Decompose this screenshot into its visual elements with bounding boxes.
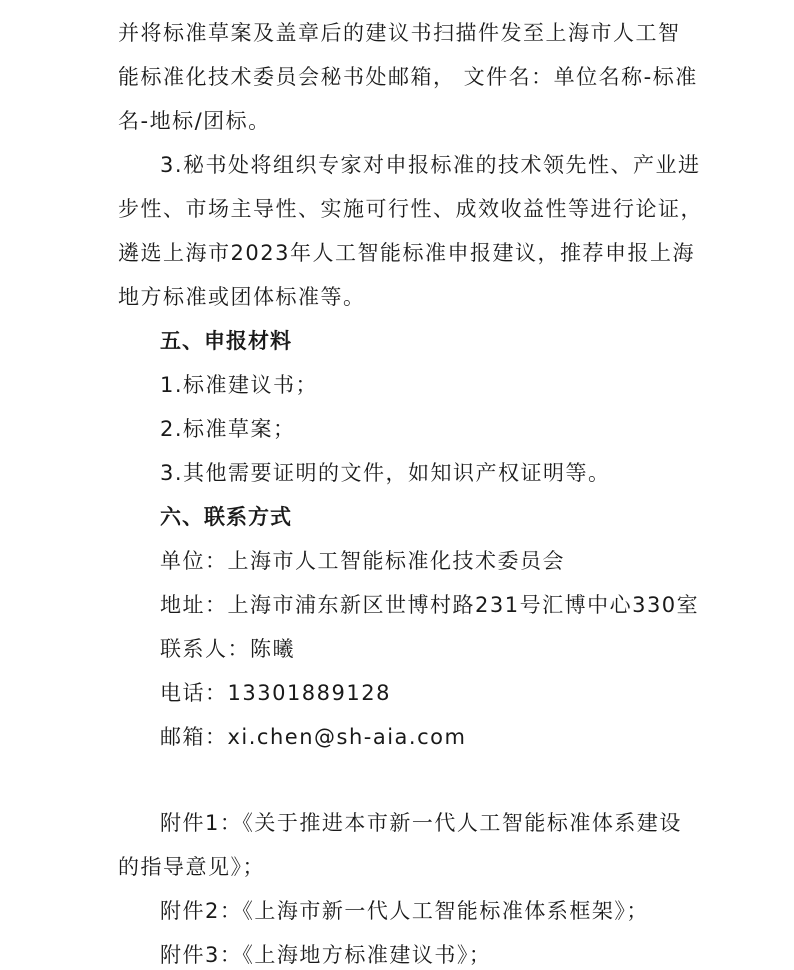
- list-item: 1.标准建议书；: [160, 373, 319, 397]
- paragraph-line: 能标准化技术委员会秘书处邮箱， 文件名：单位名称-标准: [118, 65, 698, 89]
- paragraph-line: 并将标准草案及盖章后的建议书扫描件发至上海市人工智: [118, 21, 681, 45]
- paragraph-line: 名-地标/团标。: [118, 109, 271, 133]
- contact-email: 邮箱：xi.chen@sh-aia.com: [160, 725, 467, 749]
- section-heading: 六、联系方式: [160, 505, 292, 529]
- contact-unit: 单位：上海市人工智能标准化技术委员会: [160, 549, 565, 573]
- paragraph-line: 步性、市场主导性、实施可行性、成效收益性等进行论证，: [118, 197, 703, 221]
- attachment-2: 附件2：《上海市新一代人工智能标准体系框架》；: [160, 899, 649, 923]
- contact-address: 地址：上海市浦东新区世博村路231号汇博中心330室: [160, 593, 700, 617]
- paragraph-line: 3.秘书处将组织专家对申报标准的技术领先性、产业进: [160, 153, 701, 177]
- attachment-1-continued: 的指导意见》；: [118, 855, 265, 879]
- list-item: 2.标准草案；: [160, 417, 296, 441]
- contact-person: 联系人：陈曦: [160, 637, 295, 661]
- attachment-3: 附件3：《上海地方标准建议书》；: [160, 943, 492, 967]
- contact-phone: 电话：13301889128: [160, 681, 391, 705]
- paragraph-line: 遴选上海市2023年人工智能标准申报建议，推荐申报上海: [118, 241, 695, 265]
- section-heading: 五、申报材料: [160, 329, 292, 353]
- attachment-1: 附件1：《关于推进本市新一代人工智能标准体系建设: [160, 811, 682, 835]
- paragraph-line: 地方标准或团体标准等。: [118, 285, 366, 309]
- list-item: 3.其他需要证明的文件，如知识产权证明等。: [160, 461, 611, 485]
